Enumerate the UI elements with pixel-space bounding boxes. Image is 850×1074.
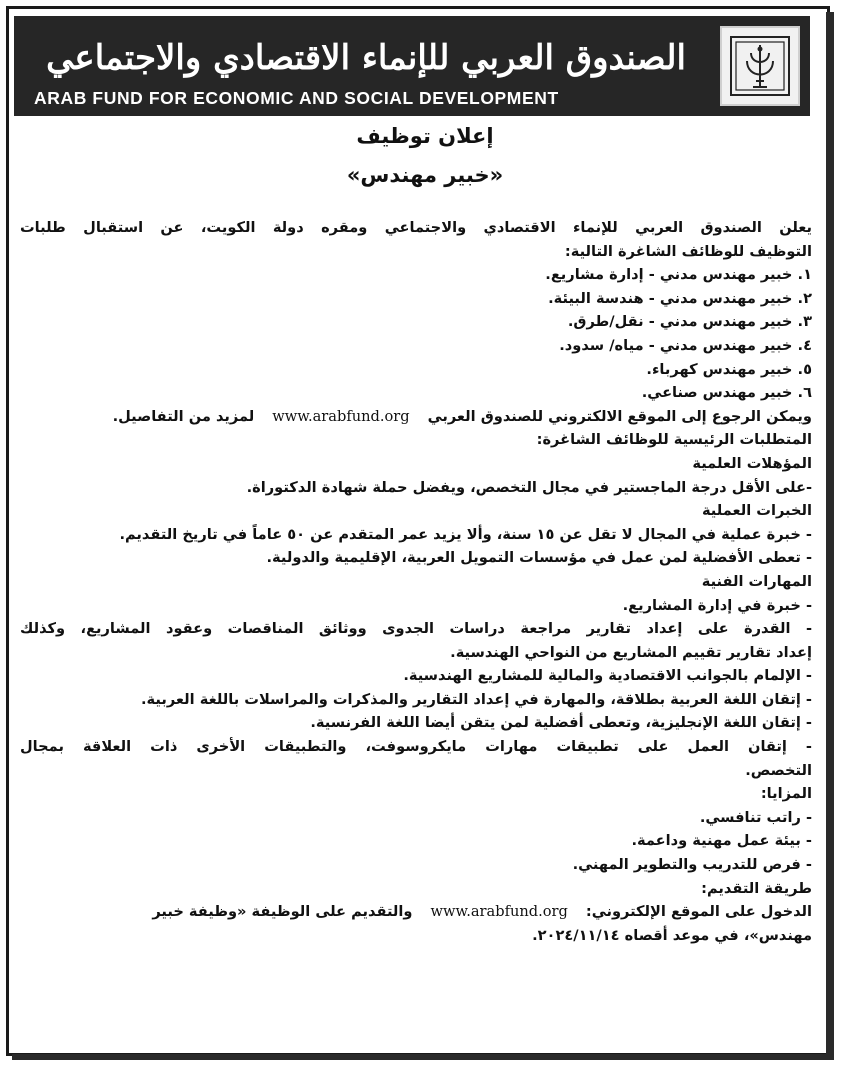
- benefit-item: - فرص للتدريب والتطوير المهني.: [572, 856, 812, 874]
- requirements-heading: المتطلبات الرئيسية للوظائف الشاغرة:: [536, 431, 812, 449]
- skill-item: - إتقان العمل على تطبيقات مهارات مايكروسوفت، والتطبيقات الأخرى ذات العلاقة بمجال: [20, 738, 812, 756]
- details-prefix: ويمكن الرجوع إلى الموقع الالكتروني للصندوق العربي: [427, 407, 812, 425]
- intro-line: يعلن الصندوق العربي للإنماء الاقتصادي والاجتماعي ومقره دولة الكويت، عن استقبال طلبات: [20, 219, 812, 236]
- details-suffix: لمزيد من التفاصيل.: [112, 407, 255, 425]
- benefit-item: - راتب تنافسي.: [699, 808, 812, 826]
- skill-item: - إتقان اللغة الإنجليزية، وتعطى أفضلية لمن يتقن أيضا اللغة الفرنسية.: [310, 714, 812, 732]
- experience-item: - تعطى الأفضلية لمن عمل في مؤسسات التمويل العربية، الإقليمية والدولية.: [266, 549, 812, 567]
- skill-item: - القدرة على إعداد تقارير مراجعة دراسات الجدوى ووثائق المناقصات وعقود المشاريع، وكذلك: [20, 620, 812, 638]
- arab-fund-emblem-icon: [720, 26, 800, 106]
- skills-heading: المهارات الفنية: [701, 572, 812, 590]
- skill-item: - الإلمام بالجوانب الاقتصادية والمالية للمشاريع الهندسية.: [403, 667, 812, 685]
- skill-item: - إتقان اللغة العربية بطلاقة، والمهارة في إعداد التقارير والمذكرات والمراسلات باللغة العربية.: [141, 690, 812, 708]
- skill-item: - خبرة في إدارة المشاريع.: [622, 596, 812, 614]
- website-link[interactable]: www.arabfund.org: [430, 903, 568, 921]
- org-name-arabic: الصندوق العربي للإنماء الاقتصادي والاجتماعي: [46, 38, 686, 78]
- position-item: ٣. خبير مهندس مدني - نقل/طرق.: [567, 313, 812, 331]
- website-link[interactable]: www.arabfund.org: [272, 407, 410, 425]
- header-banner: [14, 16, 810, 116]
- ad-body: [20, 216, 812, 947]
- frame-shadow-bottom: [12, 1054, 834, 1060]
- org-name-english: ARAB FUND FOR ECONOMIC AND SOCIAL DEVELOPMENT: [34, 88, 559, 108]
- qualification-item: -على الأقل درجة الماجستير في مجال التخصص، ويفضل حملة شهادة الدكتوراة.: [246, 478, 812, 496]
- application-suffix: والتقديم على الوظيفة «وظيفة خبير: [152, 903, 413, 921]
- skill-item: إعداد تقارير تقييم المشاريع من النواحي الهندسية.: [450, 643, 812, 661]
- experience-item: - خبرة عملية في المجال لا تقل عن ١٥ سنة، وألا يزيد عمر المتقدم عن ٥٠ عاماً في تاريخ التقديم.: [119, 525, 812, 543]
- position-item: ٢. خبير مهندس مدني - هندسة البيئة.: [548, 289, 812, 307]
- application-deadline: مهندس»، في موعد أقصاه ٢٠٢٤/١١/١٤.: [532, 926, 812, 944]
- benefits-heading: المزايا:: [760, 785, 812, 803]
- ad-title: إعلان توظيف: [356, 124, 494, 148]
- application-line: [20, 900, 812, 924]
- intro-line: التوظيف للوظائف الشاغرة التالية:: [564, 242, 812, 260]
- position-item: ٦. خبير مهندس صناعي.: [641, 384, 812, 402]
- application-prefix: الدخول على الموقع الإلكتروني:: [585, 903, 812, 921]
- benefit-item: - بيئة عمل مهنية وداعمة.: [631, 832, 812, 850]
- details-line: [20, 405, 812, 429]
- application-heading: طريقة التقديم:: [701, 879, 812, 897]
- position-item: ٥. خبير مهندس كهرباء.: [646, 360, 812, 378]
- skill-item: التخصص.: [745, 761, 812, 779]
- position-item: ٤. خبير مهندس مدني - مياه/ سدود.: [559, 336, 812, 354]
- experience-heading: الخبرات العملية: [701, 502, 812, 520]
- ad-subtitle: «خبير مهندس»: [346, 163, 504, 187]
- position-item: ١. خبير مهندس مدني - إدارة مشاريع.: [545, 266, 812, 284]
- qualifications-heading: المؤهلات العلمية: [692, 454, 812, 472]
